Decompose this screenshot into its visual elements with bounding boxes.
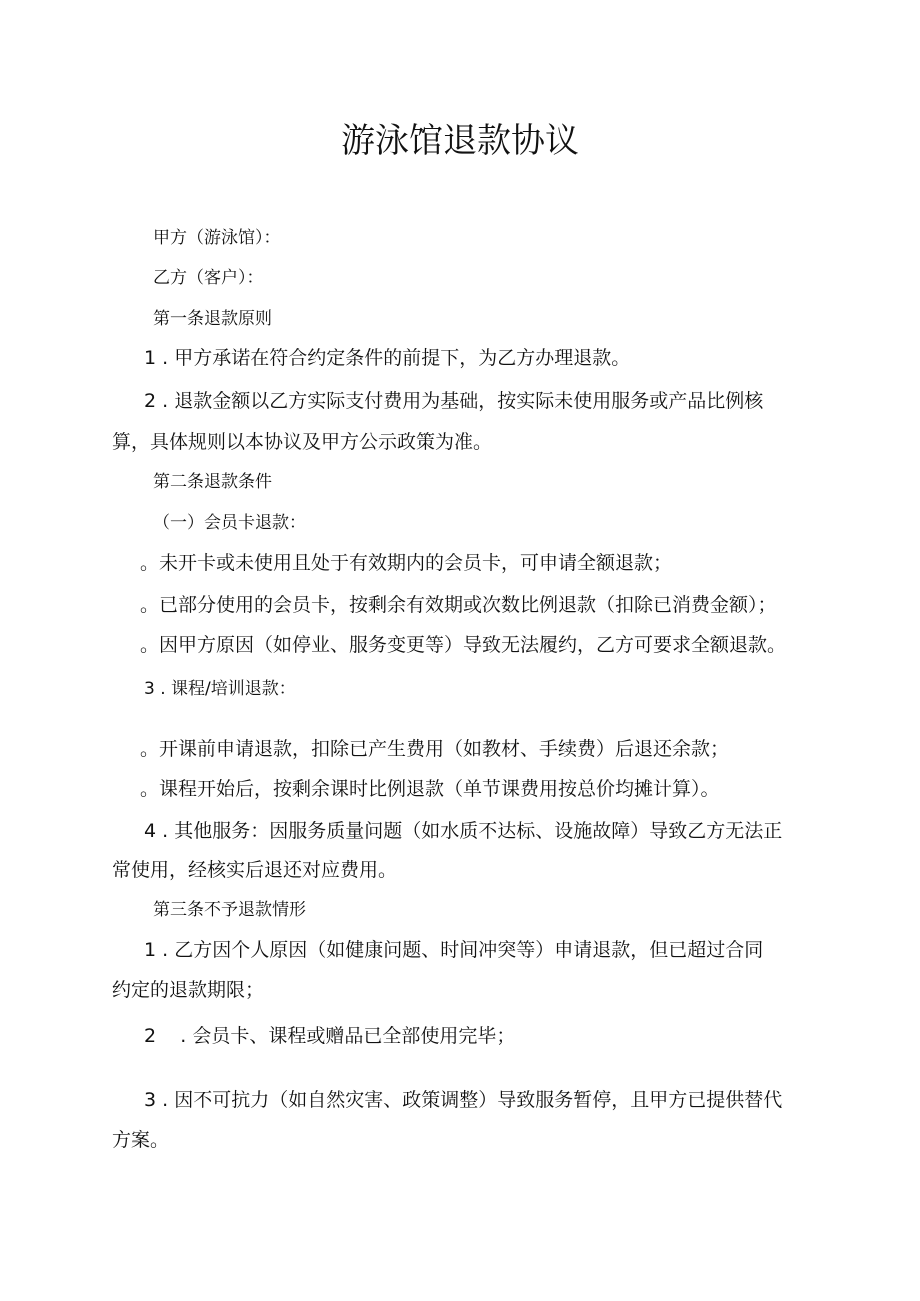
article-2-item-3-bullet-1: 。开课前申请退款，扣除已产生费用（如教材、手续费）后退还余款； (140, 738, 730, 760)
article-2-item-4-line-1: 4 . 其他服务：因服务质量问题（如水质不达标、设施故障）导致乙方无法正 (144, 820, 783, 842)
article-2-sub-1-bullet-3: 。因甲方原因（如停业、服务变更等）导致无法履约，乙方可要求全额退款。 (140, 634, 787, 656)
article-3-item-3-line-1: 3 . 因不可抗力（如自然灾害、政策调整）导致服务暂停，且甲方已提供替代 (144, 1089, 783, 1111)
article-3-item-1-line-1: 1 . 乙方因个人原因（如健康问题、时间冲突等）申请退款，但已超过合同 (144, 939, 764, 961)
article-3-heading: 第三条不予退款情形 (153, 900, 306, 920)
article-2-heading: 第二条退款条件 (153, 472, 272, 492)
article-2-sub-1-bullet-2: 。已部分使用的会员卡，按剩余有效期或次数比例退款（扣除已消费金额）； (140, 594, 777, 616)
article-2-item-3-bullet-2: 。课程开始后，按剩余课时比例退款（单节课费用按总价均摊计算）。 (140, 778, 720, 800)
document-title: 游泳馆退款协议 (341, 121, 579, 161)
article-1-item-2-line-2: 算，具体规则以本协议及甲方公示政策为准。 (112, 431, 493, 453)
article-2-sub-1-heading: （一）会员卡退款： (153, 513, 306, 533)
party-b-label: 乙方（客户）： (153, 268, 264, 288)
article-3-item-3-line-2: 方案。 (112, 1129, 170, 1151)
article-2-item-4-line-2: 常使用，经核实后退还对应费用。 (112, 859, 398, 881)
article-1-item-2-line-1: 2 . 退款金额以乙方实际支付费用为基础，按实际未使用服务或产品比例核 (144, 390, 764, 412)
party-a-label: 甲方（游泳馆）： (153, 228, 281, 248)
article-2-sub-1-bullet-1: 。未开卡或未使用且处于有效期内的会员卡，可申请全额退款； (140, 552, 673, 574)
article-2-item-3: 3 . 课程/培训退款： (144, 679, 296, 699)
article-1-heading: 第一条退款原则 (153, 309, 272, 329)
article-3-item-1-line-2: 约定的退款期限； (112, 979, 265, 1001)
article-1-item-1: 1 . 甲方承诺在符合约定条件的前提下，为乙方办理退款。 (144, 347, 631, 369)
article-3-item-2: 2 . 会员卡、课程或赠品已全部使用完毕； (144, 1025, 516, 1047)
